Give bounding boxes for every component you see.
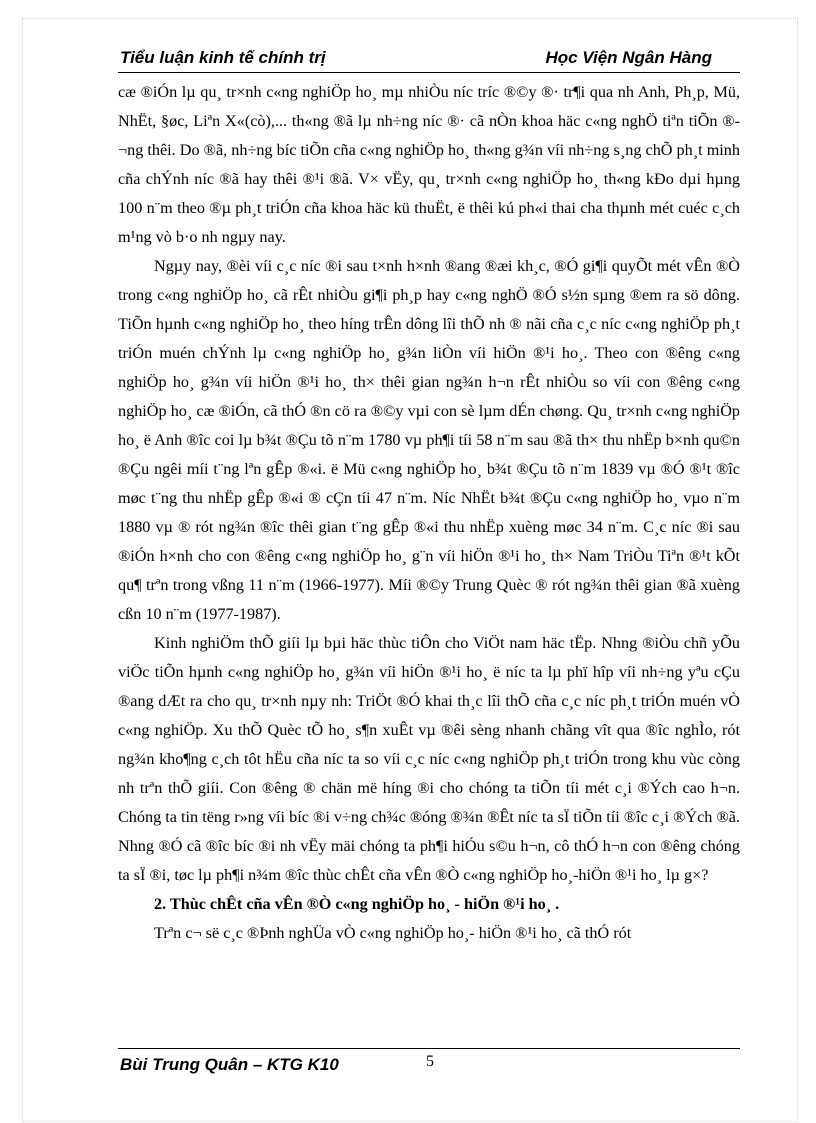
paragraph-4: Trªn c¬ së c¸c ®Þnh nghÜa vÒ c«ng nghiÖp ho¸- hiÖn ®¹i ho¸ cã thÓ rót: [154, 924, 632, 942]
paragraph-3: Kinh nghiÖm thÕ giíi lµ bµi häc thùc tiÔn cho ViÖt nam häc tËp. Nhng ®iÒu chñ yÕu viÖc tiÕn hµnh c«ng nghiÖp ho¸ g¾n víi hiÖn ®¹i ho¸ ë níc ta lµ phï hîp víi nh÷ng yªu cÇu ®ang dÆt ra cho qu¸ tr×nh nµy nh: TriÖt ®Ó khai th¸c lîi thÕ cña c¸c níc ph¸t triÓn muén vÒ c«ng nghiÖp. Xu thÕ Quèc tÕ ho¸ s¶n xuÊt vµ ®êi sèng nhanh chãng vît qua ®îc nghÌo, rót ng¾n kho¶ng c¸ch tôt hËu cña níc ta so víi c¸c níc c«ng nghiÖp ph¸t triÓn trong khu vùc còng nh trªn thÕ giíi. Con ®êng ® chän më híng ®i cho chóng ta tiÕn tíi mét c¸i ®Ých cao h¬n. Chóng ta tin tëng r»ng víi bíc ®i v÷ng ch¾c ®óng ®¾n ®Êt níc ta sÏ tiÕn tíi ®îc c¸i ®Ých ®ã. Nhng ®Ó cã ®îc bíc ®i nh vËy mäi chóng ta ph¶i hiÓu s©u h¬n, cô thÓ h¬n con ®êng chóng ta sÏ ®i, tøc lµ ph¶i n¾m ®îc thùc chÊt cña vÊn ®Ò c«ng nghiÖp ho¸-hiÖn ®¹i ho¸ lµ g×?: [118, 634, 740, 884]
page-number: 5: [426, 1053, 434, 1070]
section-heading: 2. Thùc chÊt cña vÊn ®Ò c«ng nghiÖp ho¸ - hiÖn ®¹i ho¸ .: [154, 895, 560, 913]
document-body: [118, 78, 740, 948]
page-footer: [118, 1048, 740, 1083]
paragraph-2: Ngµy nay, ®èi víi c¸c níc ®i sau t×nh h×nh ®ang ®æi kh¸c, ®Ó gi¶i quyÕt mét vÊn ®Ò trong c«ng nghiÖp ho¸ cã rÊt nhiÒu gi¶i ph¸p hay c«ng nghÖ ®Ó s½n sµng ®em ra sö dông. TiÕn hµnh c«ng nghiÖp ho¸ theo híng trÊn dông lîi thÕ nh ® nãi cña c¸c níc c«ng nghiÖp ph¸t triÓn muén chÝnh lµ c«ng nghiÖp ho¸ g¾n liÒn víi hiÖn ®¹i ho¸. Theo con ®êng c«ng nghiÖp ho¸ g¾n víi hiÖn ®¹i ho¸ th× thêi gian ng¾n h¬n rÊt nhiÒu so víi con ®êng c«ng nghiÖp ho¸ cæ ®iÓn, cã thÓ ®n cö ra ®©y vµi con sè lµm dÉn chøng. Qu¸ tr×nh c«ng nghiÖp ho¸ ë Anh ®îc coi lµ b¾t ®Çu tõ n¨m 1780 vµ ph¶i tíi 58 n¨m sau ®ã th× thu nhËp b×nh qu©n ®Çu ngêi míi t¨ng lªn gÊp ®«i. ë Mü c«ng nghiÖp ho¸ b¾t ®Çu tõ n¨m 1839 vµ ®Ó ®¹t ®îc møc t¨ng thu nhËp gÊp ®«i ® cÇn tíi 47 n¨m. Níc NhËt b¾t ®Çu c«ng nghiÖp ho¸ vµo n¨m 1880 vµ ® rót ng¾n ®îc thêi gian t¨ng gÊp ®«i thu nhËp xuèng møc 34 n¨m. C¸c níc ®i sau ®iÓn h×nh cho con ®êng c«ng nghiÖp ho¸ g¨n víi hiÖn ®¹i ho¸ th× Nam TriÒu Tiªn ®¹t kÕt qu¶ trªn trong vßng 11 n¨m (1966-1977). Míi ®©y Trung Quèc ® rót ng¾n thêi gian ®ã xuèng cßn 10 n¨m (1977-1987).: [118, 257, 740, 623]
page-header: [118, 46, 740, 73]
paragraph-1: cæ ®iÓn lµ qu¸ tr×nh c«ng nghiÖp ho¸ mµ nhiÒu níc tríc ®©y ®· tr¶i qua nh Anh, Ph¸p, Mü, NhËt, §øc, Liªn X«(cò),... th«ng ®ã lµ nh÷ng níc ®· cã nÒn khoa häc c«ng nghÖ tiªn tiÕn ®¬ng thêi. Do ®ã, nh÷ng bíc tiÕn cña c«ng nghiÖp ho¸ th«ng g¾n víi nh÷ng s¸ng chÕ ph¸t minh cña chÝnh níc ®ã hay thêi ®¹i ®ã. V× vËy, qu¸ tr×nh c«ng nghiÖp ho¸ th«ng kÐo dµi hµng 100 n¨m theo ®µ ph¸t triÓn cña khoa häc kü thuËt, ë thêi kú ph«i thai cha thµnh mét cuéc c¸ch m¹ng vò b·o nh ngµy nay.: [118, 83, 740, 246]
header-institution: Học Viện Ngân Hàng: [545, 48, 712, 67]
footer-author: Bùi Trung Quân – KTG K10: [120, 1055, 339, 1074]
header-subject: Tiểu luận kinh tế chính trị: [120, 48, 326, 67]
